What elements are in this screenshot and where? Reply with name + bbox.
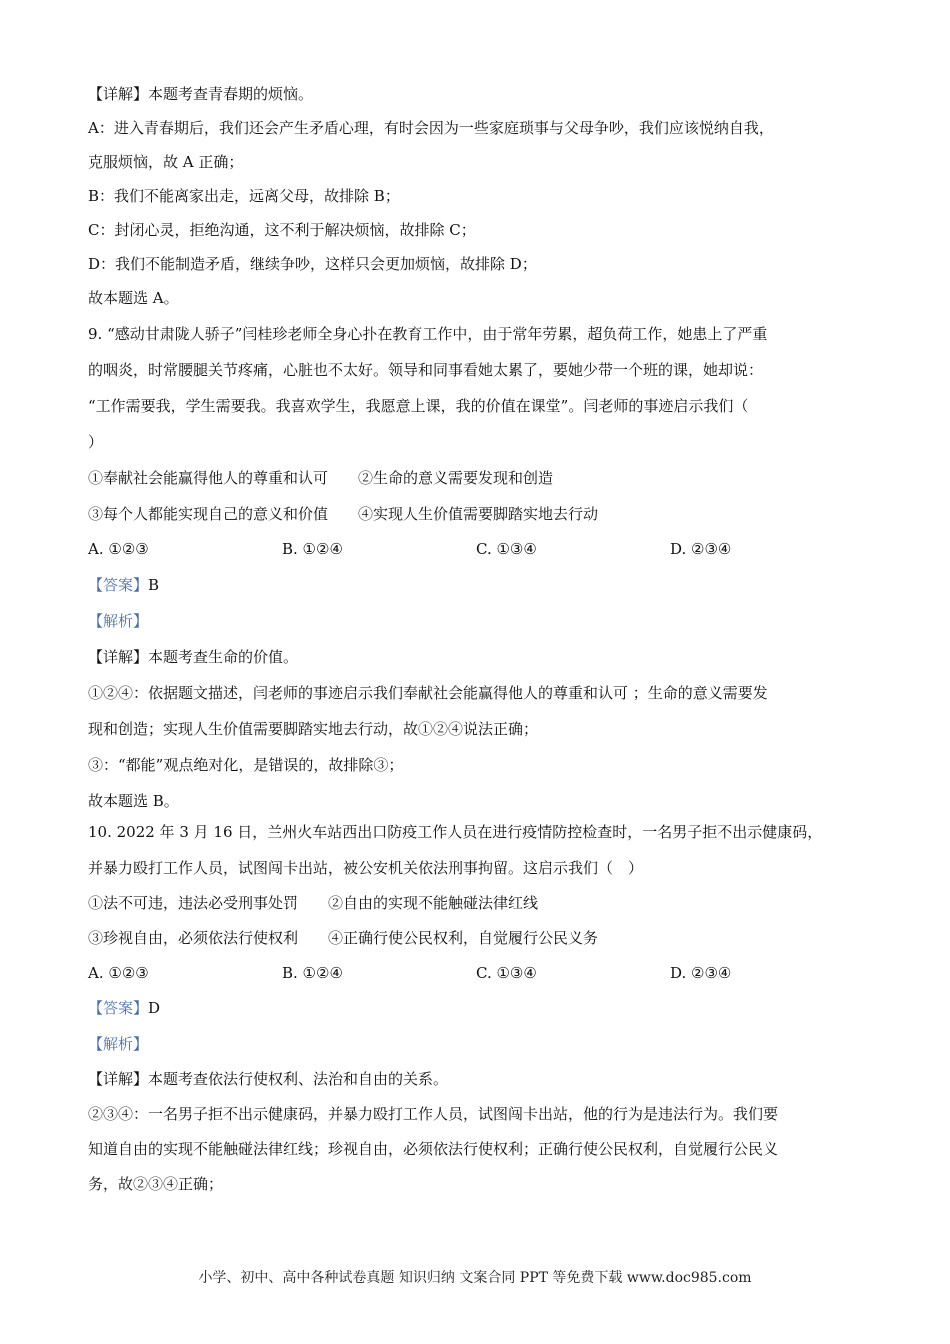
q9-option-b: B. ①②④ xyxy=(282,540,343,558)
answer-tag: 【答案】 xyxy=(88,576,149,594)
statement-line: ①奉献社会能赢得他人的尊重和认可 ②生命的意义需要发现和创造 xyxy=(88,469,554,487)
statement-line: ③每个人都能实现自己的意义和价值 ④实现人生价值需要脚踏实地去行动 xyxy=(88,505,599,523)
q9-option-a: A. ①②③ xyxy=(88,540,149,558)
q10-option-c: C. ①③④ xyxy=(476,964,537,982)
text-line: B：我们不能离家出走，远离父母，故排除 B； xyxy=(88,187,400,205)
text-line: 的咽炎，时常腰腿关节疼痛，心脏也不太好。领导和同事看她太累了，要她少带一个班的课，她却说： xyxy=(88,361,764,379)
text-line: D：我们不能制造矛盾，继续争吵，这样只会更加烦恼，故排除 D； xyxy=(88,255,537,273)
text-line: 【详解】本题考查依法行使权利、法治和自由的关系。 xyxy=(88,1070,449,1088)
text-line: 并暴力殴打工作人员，试图闯卡出站，被公安机关依法刑事拘留。这启示我们（ ） xyxy=(88,859,644,877)
q10-option-b: B. ①②④ xyxy=(282,964,343,982)
text-line: 务，故②③④正确； xyxy=(88,1175,224,1193)
text-line: 故本题选 A。 xyxy=(88,289,179,307)
text-line: 克服烦恼，故 A 正确； xyxy=(88,153,244,171)
text-line: 【详解】本题考查生命的价值。 xyxy=(88,648,299,666)
q9-option-d: D. ②③④ xyxy=(670,540,732,558)
q10-option-d: D. ②③④ xyxy=(670,964,732,982)
text-line: “工作需要我，学生需要我。我喜欢学生，我愿意上课，我的价值在课堂”。闫老师的事迹启示我们（ xyxy=(88,397,749,415)
answer-value: D xyxy=(148,999,161,1017)
text-line: ） xyxy=(88,433,104,451)
text-line: 故本题选 B。 xyxy=(88,792,179,810)
statement-line: ①法不可违，违法必受刑事处罚 ②自由的实现不能触碰法律红线 xyxy=(88,894,539,912)
question-10-stem: 10. 2022 年 3 月 16 日，兰州火车站西出口防疫工作人员在进行疫情防控检查时，一名男子拒不出示健康码， xyxy=(88,823,823,841)
text-line: C：封闭心灵，拒绝沟通，这不利于解决烦恼，故排除 C； xyxy=(88,221,476,239)
text-line: ①②④：依据题文描述，闫老师的事迹启示我们奉献社会能赢得他人的尊重和认可 ；生命的意义需要发 xyxy=(88,684,768,702)
text-line: 知道自由的实现不能触碰法律红线；珍视自由，必须依法行使权利；正确行使公民权利，自觉履行公民义 xyxy=(88,1140,779,1158)
answer-tag: 【答案】 xyxy=(88,999,149,1017)
answer-value: B xyxy=(148,576,160,594)
q10-answer-line xyxy=(88,998,160,1018)
analysis-tag: 【解析】 xyxy=(88,1035,149,1053)
text-line: 现和创造；实现人生价值需要脚踏实地去行动，故①②④说法正确； xyxy=(88,720,539,738)
text-line: ③：“都能”观点绝对化，是错误的，故排除③； xyxy=(88,756,404,774)
page-footer: 小学、初中、高中各种试卷真题 知识归纳 文案合同 PPT 等免费下载 www.doc985.com xyxy=(198,1270,752,1286)
q9-option-c: C. ①③④ xyxy=(476,540,537,558)
statement-line: ③珍视自由，必须依法行使权利 ④正确行使公民权利，自觉履行公民义务 xyxy=(88,929,599,947)
text-line: 【详解】本题考查青春期的烦恼。 xyxy=(88,85,314,103)
q10-option-a: A. ①②③ xyxy=(88,964,149,982)
q9-answer-line xyxy=(88,575,159,595)
question-9-stem: 9. “感动甘肃陇人骄子”闫桂珍老师全身心扑在教育工作中，由于常年劳累，超负荷工作，她患上了严重 xyxy=(88,325,768,343)
analysis-tag: 【解析】 xyxy=(88,612,149,630)
text-line: A：进入青春期后，我们还会产生矛盾心理，有时会因为一些家庭琐事与父母争吵，我们应该悦纳自我， xyxy=(88,119,774,137)
text-line: ②③④：一名男子拒不出示健康码，并暴力殴打工作人员，试图闯卡出站，他的行为是违法行为。我们要 xyxy=(88,1105,779,1123)
